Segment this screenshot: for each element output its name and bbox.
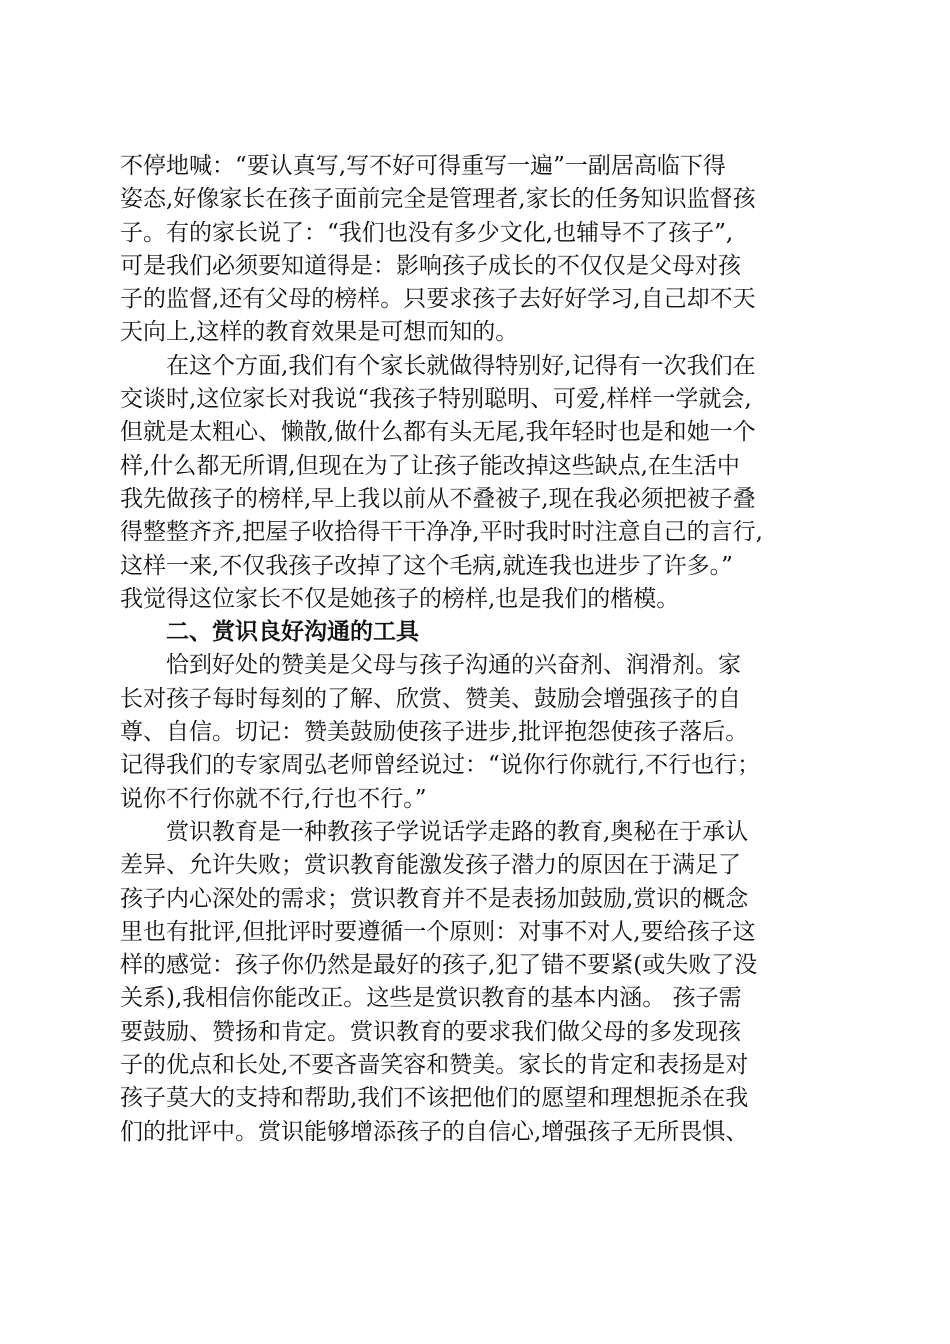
text-line: 要鼓励、赞扬和肯定。赏识教育的要求我们做父母的多发现孩 — [120, 1018, 741, 1045]
text-line: 我先做孩子的榜样,早上我以前从不叠被子,现在我必须把被子叠 — [120, 485, 756, 512]
paragraph-1 — [120, 150, 832, 350]
text-line: 们的批评中。赏识能够增添孩子的自信心,增强孩子无所畏惧、 — [120, 1118, 749, 1145]
text-line: 我觉得这位家长不仅是她孩子的榜样,也是我们的楷模。 — [120, 585, 680, 612]
text-line: 姿态,好像家长在孩子面前完全是管理者,家长的任务知识监督孩 — [120, 186, 756, 213]
text-line: 但就是太粗心、懒散,做什么都有头无尾,我年轻时也是和她一个 — [120, 419, 756, 446]
text-line: 样的感觉：孩子你仍然是最好的孩子,犯了错不要紧(或失败了没 — [120, 952, 758, 979]
text-line: 孩子莫大的支持和帮助,我们不该把他们的愿望和理想扼杀在我 — [120, 1085, 749, 1112]
text-line: 得整整齐齐,把屋子收拾得干干净净,平时我时时注意自己的言行, — [120, 519, 763, 546]
text-line: 样,什么都无所谓,但现在为了让孩子能改掉这些缺点,在生活中 — [120, 452, 740, 479]
text-line: 长对孩子每时每刻的了解、欣赏、赞美、鼓励会增强孩子的自 — [120, 685, 741, 712]
paragraph-4 — [120, 816, 832, 1149]
text-line: 说你不行你就不行,行也不行。” — [120, 785, 427, 812]
text-line: 在这个方面,我们有个家长就做得特别好,记得有一次我们在 — [166, 352, 756, 379]
text-line: 交谈时,这位家长对我说“我孩子特别聪明、可爱,样样一学就会, — [120, 386, 752, 413]
document-page — [120, 150, 832, 1149]
text-line: 赏识教育是一种教孩子学说话学走路的教育,奥秘在于承认 — [166, 818, 749, 845]
text-line: 不停地喊：“要认真写,写不好可得重写一遍”一副居高临下得 — [120, 153, 726, 179]
text-line: 里也有批评,但批评时要遵循一个原则：对事不对人,要给孩子这 — [120, 918, 756, 945]
text-line: 孩子内心深处的需求；赏识教育并不是表扬加鼓励,赏识的概念 — [120, 885, 749, 912]
paragraph-3 — [120, 649, 832, 815]
text-line: 差异、允许失败；赏识教育能激发孩子潜力的原因在于满足了 — [120, 852, 741, 879]
text-line: 子的优点和长处,不要吝啬笑容和赞美。家长的肯定和表扬是对 — [120, 1052, 749, 1079]
text-line: 子。有的家长说了：“我们也没有多少文化,也辅导不了孩子”, — [120, 219, 734, 246]
text-line: 记得我们的专家周弘老师曾经说过：“说你行你就行,不行也行； — [120, 752, 761, 779]
text-line: 恰到好处的赞美是父母与孩子沟通的兴奋剂、润滑剂。家 — [166, 652, 741, 679]
text-line: 关系),我相信你能改正。这些是赏识教育的基本内涵。 孩子需 — [120, 985, 742, 1012]
text-line: 可是我们必须要知道得是：影响孩子成长的不仅仅是父母对孩 — [120, 252, 741, 279]
text-line: 尊、自信。切记：赞美鼓励使孩子进步,批评抱怨使孩子落后。 — [120, 719, 749, 746]
section-heading: 二、赏识良好沟通的工具 — [166, 619, 419, 646]
text-line: 子的监督,还有父母的榜样。只要求孩子去好好学习,自己却不天 — [120, 286, 756, 313]
text-line: 天向上,这样的教育效果是可想而知的。 — [120, 319, 519, 346]
text-line: 这样一来,不仅我孩子改掉了这个毛病,就连我也进步了许多。” — [120, 552, 733, 579]
paragraph-2 — [120, 350, 832, 616]
